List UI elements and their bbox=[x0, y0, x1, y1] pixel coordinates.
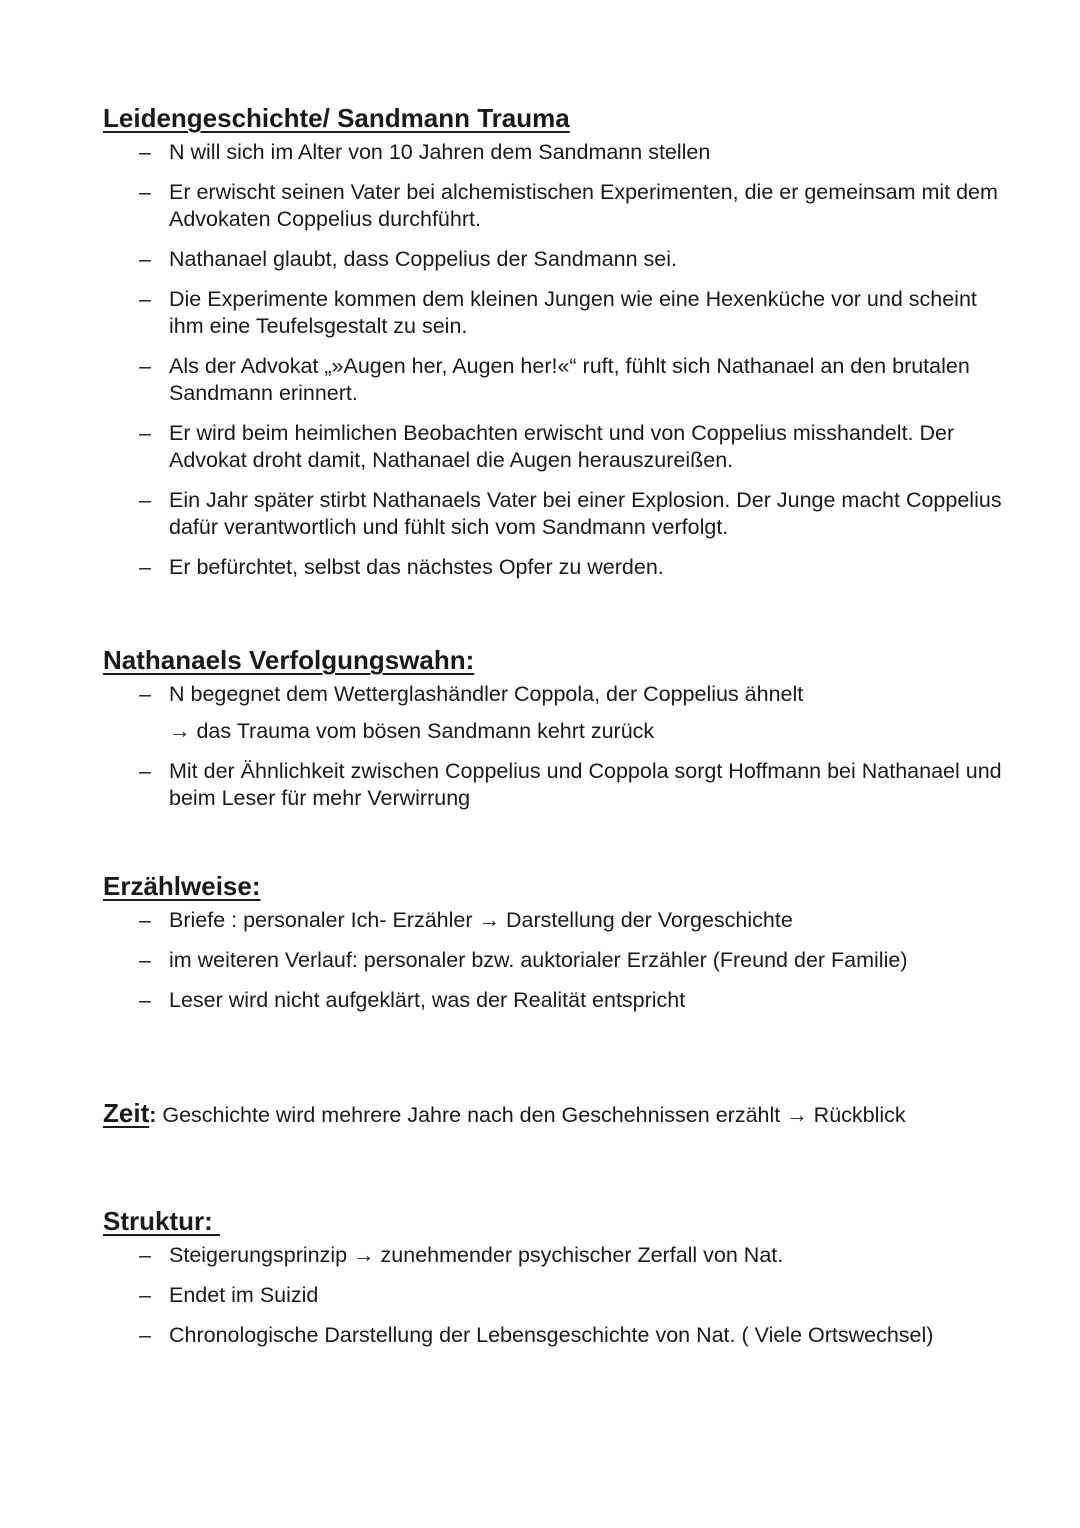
section-heading: Nathanaels Verfolgungswahn: bbox=[103, 645, 475, 675]
list-item-text: Chronologische Darstellung der Lebensgeschichte von Nat. ( Viele Ortswechsel) bbox=[169, 1323, 934, 1347]
dash-bullet: – bbox=[139, 488, 151, 512]
section-struktur bbox=[103, 1206, 1003, 1362]
dash-bullet: – bbox=[139, 180, 151, 204]
dash-bullet: – bbox=[139, 140, 151, 164]
section-verfolgungswahn bbox=[103, 645, 1003, 825]
list-item-text: Die Experimente kommen dem kleinen Jungen wie eine Hexenküche vor und scheint ihm eine Teufelsgestalt zu sein. bbox=[169, 287, 977, 338]
section-leidengeschichte bbox=[103, 103, 1003, 594]
list-item bbox=[103, 246, 1003, 273]
list-item-text: N will sich im Alter von 10 Jahren dem Sandmann stellen bbox=[169, 140, 711, 164]
dash-bullet: – bbox=[139, 988, 151, 1012]
list-item-text: N begegnet dem Wetterglashändler Coppola, der Coppelius ähnelt bbox=[169, 682, 804, 706]
list-item bbox=[103, 286, 1003, 340]
list-item-text: Ein Jahr später stirbt Nathanaels Vater bei einer Explosion. Der Junge macht Coppelius dafür verantwortlich und fühlt sich vom Sandmann verfolgt. bbox=[169, 488, 1002, 539]
dash-bullet: – bbox=[139, 287, 151, 311]
dash-bullet: – bbox=[139, 682, 151, 706]
bullet-list bbox=[103, 139, 1003, 581]
bullet-list bbox=[103, 1242, 1003, 1349]
dash-bullet: – bbox=[139, 247, 151, 271]
zeit-text: Geschichte wird mehrere Jahre nach den Geschehnissen erzählt → Rückblick bbox=[156, 1103, 906, 1127]
list-sub-item: → das Trauma vom bösen Sandmann kehrt zurück bbox=[169, 719, 655, 743]
dash-bullet: – bbox=[139, 421, 151, 445]
list-item bbox=[103, 758, 1003, 812]
list-item-text: Nathanael glaubt, dass Coppelius der Sandmann sei. bbox=[169, 247, 677, 271]
list-item bbox=[103, 487, 1003, 541]
zeit-paragraph bbox=[103, 1100, 1003, 1129]
section-heading: Erzählweise: bbox=[103, 871, 261, 901]
list-item-text: im weiteren Verlauf: personaler bzw. auktorialer Erzähler (Freund der Familie) bbox=[169, 948, 908, 972]
list-item bbox=[103, 1322, 1003, 1349]
dash-bullet: – bbox=[139, 555, 151, 579]
dash-bullet: – bbox=[139, 1283, 151, 1307]
list-item-text: Er befürchtet, selbst das nächstes Opfer zu werden. bbox=[169, 555, 664, 579]
bullet-list bbox=[103, 907, 1003, 1014]
list-item-text: Endet im Suizid bbox=[169, 1283, 319, 1307]
bullet-list bbox=[103, 681, 1003, 812]
dash-bullet: – bbox=[139, 908, 151, 932]
section-zeit bbox=[103, 1100, 1003, 1129]
section-heading: Struktur: bbox=[103, 1206, 220, 1236]
list-item-text: Mit der Ähnlichkeit zwischen Coppelius und Coppola sorgt Hoffmann bei Nathanael und beim Leser für mehr Verwirrung bbox=[169, 759, 1002, 810]
dash-bullet: – bbox=[139, 948, 151, 972]
list-item bbox=[103, 1282, 1003, 1309]
zeit-label: Zeit bbox=[103, 1098, 150, 1128]
list-item bbox=[103, 947, 1003, 974]
list-item-text: Er erwischt seinen Vater bei alchemistischen Experimenten, die er gemeinsam mit dem Advokaten Coppelius durchführt. bbox=[169, 180, 998, 231]
section-erzaehlweise bbox=[103, 871, 1003, 1027]
section-heading: Leidengeschichte/ Sandmann Trauma bbox=[103, 103, 570, 133]
list-item bbox=[103, 353, 1003, 407]
list-item-text: Leser wird nicht aufgeklärt, was der Realität entspricht bbox=[169, 988, 686, 1012]
list-item-text: Briefe : personaler Ich- Erzähler → Darstellung der Vorgeschichte bbox=[169, 908, 793, 932]
dash-bullet: – bbox=[139, 1243, 151, 1267]
dash-bullet: – bbox=[139, 354, 151, 378]
list-item-text: Steigerungsprinzip → zunehmender psychischer Zerfall von Nat. bbox=[169, 1243, 784, 1267]
list-item bbox=[103, 681, 1003, 745]
list-item-text: Als der Advokat „»Augen her, Augen her!«“ ruft, fühlt sich Nathanael an den brutalen Sandmann erinnert. bbox=[169, 354, 970, 405]
dash-bullet: – bbox=[139, 1323, 151, 1347]
list-item bbox=[103, 139, 1003, 166]
list-item bbox=[103, 987, 1003, 1014]
list-item bbox=[103, 554, 1003, 581]
list-item bbox=[103, 907, 1003, 934]
list-item bbox=[103, 1242, 1003, 1269]
list-item bbox=[103, 420, 1003, 474]
zeit-colon: : bbox=[149, 1103, 157, 1127]
dash-bullet: – bbox=[139, 759, 151, 783]
list-item bbox=[103, 179, 1003, 233]
list-item-text: Er wird beim heimlichen Beobachten erwischt und von Coppelius misshandelt. Der Advokat droht damit, Nathanael die Augen herauszureißen. bbox=[169, 421, 955, 472]
